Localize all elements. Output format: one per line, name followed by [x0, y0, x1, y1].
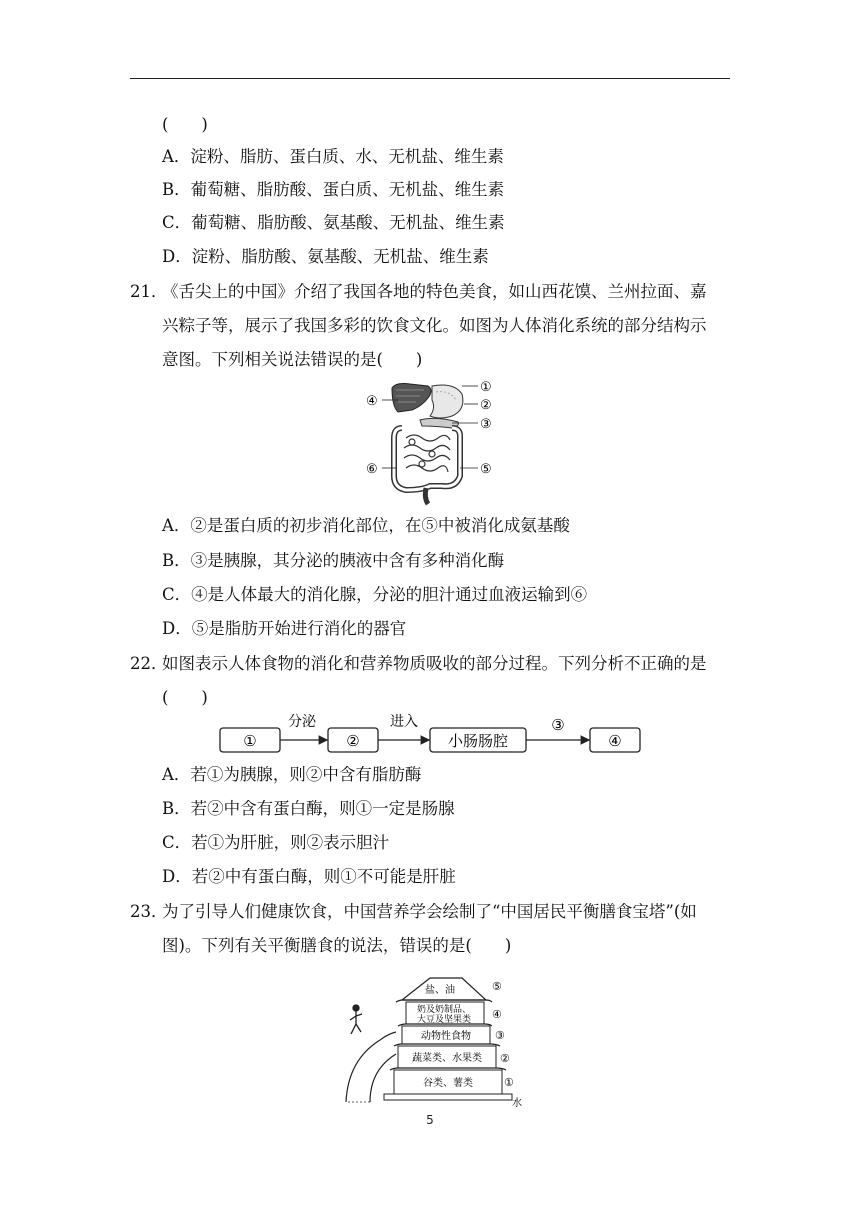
- q22-option-a: A．若①为胰腺，则②中含有脂肪酶: [162, 765, 422, 784]
- q21-stem-line2: 兴粽子等，展示了我国多彩的饮食文化。如图为人体消化系统的部分结构示: [162, 316, 707, 335]
- food-pagoda-figure: [340, 970, 526, 1110]
- pagoda-num-1: ①: [504, 1076, 514, 1089]
- stomach-shape: [430, 385, 463, 418]
- page-number: 5: [426, 1113, 434, 1127]
- pagoda-level4a: 奶及奶制品、: [416, 1005, 472, 1015]
- pagoda-level4b: 大豆及坚果类: [416, 1015, 472, 1025]
- q23-stem-line2: 图)。下列有关平衡膳食的说法，错误的是( ): [162, 936, 512, 955]
- q23-number: 23．: [130, 902, 168, 921]
- label-6: ⑥: [366, 462, 378, 477]
- flow-box-4-label: ④: [608, 732, 622, 750]
- q21-stem-line3: 意图。下列相关说法错误的是( ): [162, 350, 423, 369]
- label-4: ④: [366, 394, 378, 409]
- q22-number: 22．: [130, 654, 168, 673]
- pagoda-num-4: ④: [492, 1008, 502, 1021]
- q20-option-d: D．淀粉、脂肪酸、氨基酸、无机盐、维生素: [162, 247, 489, 266]
- header-rule: [130, 78, 730, 79]
- label-2: ②: [480, 398, 492, 413]
- q22-answer-paren: ( ): [162, 688, 208, 707]
- flow-arrow-1-label: 分泌: [288, 714, 316, 730]
- q21-option-a: A．②是蛋白质的初步消化部位，在⑤中被消化成氨基酸: [162, 516, 570, 535]
- flow-box-2-label: ②: [346, 732, 360, 750]
- pagoda-level3: 动物性食物: [421, 1031, 471, 1042]
- q21-option-c: C．④是人体最大的消化腺，分泌的胆汁通过血液运输到⑥: [162, 585, 588, 604]
- q21-number: 21．: [130, 282, 168, 301]
- flow-box-3-label: 小肠肠腔: [447, 732, 509, 750]
- label-1: ①: [480, 380, 492, 395]
- q22-stem-line1: 如图表示人体食物的消化和营养物质吸收的部分过程。下列分析不正确的是: [162, 654, 707, 673]
- digestion-flow-diagram: [216, 712, 644, 756]
- pagoda-num-3: ③: [495, 1029, 505, 1042]
- pagoda-level2: 蔬菜类、水果类: [412, 1053, 482, 1064]
- q21-option-d: D．⑤是脂肪开始进行消化的器官: [162, 619, 407, 638]
- q20-option-b: B．葡萄糖、脂肪酸、蛋白质、无机盐、维生素: [162, 180, 505, 199]
- pagoda-num-2: ②: [500, 1052, 510, 1065]
- q21-stem-line1: 《舌尖上的中国》介绍了我国各地的特色美食，如山西花馍、兰州拉面、嘉: [162, 282, 707, 301]
- large-intestine-shape: [394, 428, 460, 490]
- pagoda-level1: 谷类、薯类: [423, 1078, 473, 1089]
- pagoda-level5: 盐、油: [425, 985, 455, 996]
- q22-option-b: B．若②中含有蛋白酶，则①一定是肠腺: [162, 799, 455, 818]
- q21-option-b: B．③是胰腺，其分泌的胰液中含有多种消化酶: [162, 551, 505, 570]
- runner-figure: [350, 1005, 362, 1034]
- q22-option-c: C．若①为肝脏，则②表示胆汁: [162, 833, 390, 852]
- label-5: ⑤: [480, 462, 492, 477]
- q20-option-c: C．葡萄糖、脂肪酸、氨基酸、无机盐、维生素: [162, 213, 505, 232]
- q22-option-d: D．若②中有蛋白酶，则①不可能是肝脏: [162, 867, 456, 886]
- pagoda-base-label: 水: [512, 1098, 522, 1109]
- pagoda-num-5: ⑤: [492, 980, 502, 993]
- q20-option-a: A．淀粉、脂肪、蛋白质、水、无机盐、维生素: [162, 147, 504, 166]
- flow-arrow-2-label: 进入: [390, 714, 418, 730]
- liver-shape: [392, 384, 431, 413]
- flow-box-1-label: ①: [243, 732, 257, 750]
- flow-arrow-3-label: ③: [551, 716, 565, 734]
- digestive-system-figure: [362, 376, 502, 506]
- small-intestine-shape: [404, 435, 450, 472]
- q20-answer-paren: ( ): [162, 115, 208, 134]
- q23-stem-line1: 为了引导人们健康饮食，中国营养学会绘制了“中国居民平衡膳食宝塔”(如: [162, 902, 697, 921]
- label-3: ③: [480, 417, 492, 432]
